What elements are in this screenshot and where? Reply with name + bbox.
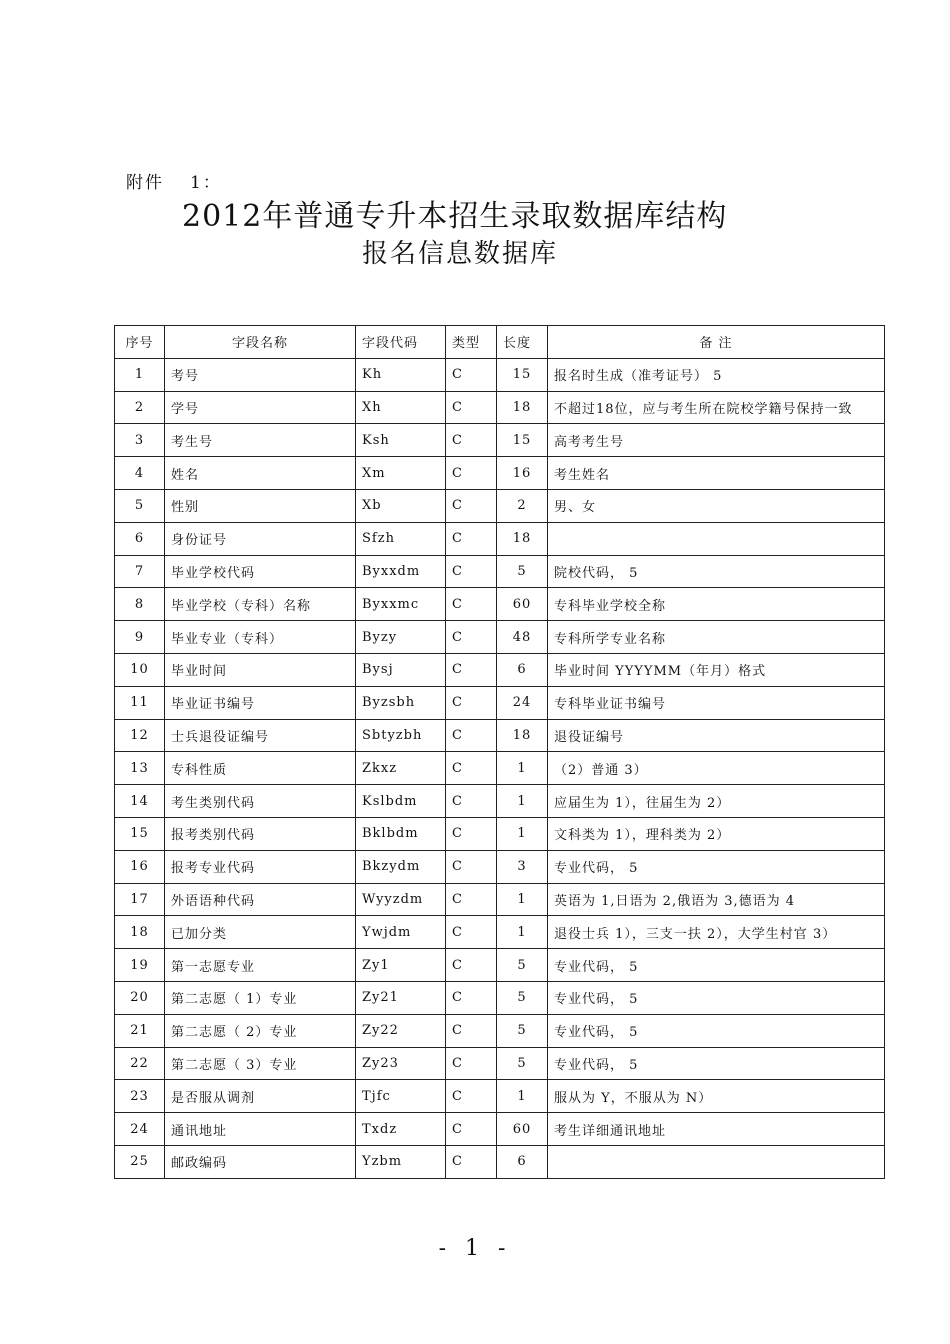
field-length-cell: 5 bbox=[497, 555, 548, 588]
header-cell: 类型 bbox=[446, 326, 497, 359]
field-code-cell: Xm bbox=[356, 457, 446, 490]
field-type-cell: C bbox=[446, 752, 497, 785]
field-name-cell: 第二志愿（ 3）专业 bbox=[165, 1047, 356, 1080]
remark-cell: 毕业时间 YYYYMM（年月）格式 bbox=[548, 653, 885, 686]
remark-cell: 专业代码， 5 bbox=[548, 1014, 885, 1047]
field-name-cell: 专科性质 bbox=[165, 752, 356, 785]
field-name-cell: 考生类别代码 bbox=[165, 785, 356, 818]
field-length-cell: 1 bbox=[497, 883, 548, 916]
header-cell: 字段名称 bbox=[165, 326, 356, 359]
remark-cell: 专业代码， 5 bbox=[548, 1047, 885, 1080]
field-type-cell: C bbox=[446, 719, 497, 752]
remark-cell: 专业代码， 5 bbox=[548, 981, 885, 1014]
table-row bbox=[115, 358, 885, 391]
field-type-cell: C bbox=[446, 1145, 497, 1178]
field-code-cell: Ywjdm bbox=[356, 916, 446, 949]
field-code-cell: Zy23 bbox=[356, 1047, 446, 1080]
remark-cell: 文科类为 1），理科类为 2） bbox=[548, 817, 885, 850]
field-length-cell: 18 bbox=[497, 719, 548, 752]
row-index-cell: 8 bbox=[115, 588, 165, 621]
field-length-cell: 1 bbox=[497, 752, 548, 785]
field-name-cell: 通讯地址 bbox=[165, 1113, 356, 1146]
remark-cell: 英语为 1,日语为 2,俄语为 3,德语为 4 bbox=[548, 883, 885, 916]
field-name-cell: 第二志愿（ 2）专业 bbox=[165, 1014, 356, 1047]
row-index-cell: 10 bbox=[115, 653, 165, 686]
header-cell: 序号 bbox=[115, 326, 165, 359]
attachment-label bbox=[126, 168, 222, 193]
row-index-cell: 22 bbox=[115, 1047, 165, 1080]
field-type-cell: C bbox=[446, 817, 497, 850]
remark-cell: 高考考生号 bbox=[548, 424, 885, 457]
field-name-cell: 报考专业代码 bbox=[165, 850, 356, 883]
field-type-cell: C bbox=[446, 424, 497, 457]
row-index-cell: 15 bbox=[115, 817, 165, 850]
field-type-cell: C bbox=[446, 391, 497, 424]
remark-cell: 院校代码， 5 bbox=[548, 555, 885, 588]
field-code-cell: Tjfc bbox=[356, 1080, 446, 1113]
field-name-cell: 外语语种代码 bbox=[165, 883, 356, 916]
row-index-cell: 6 bbox=[115, 522, 165, 555]
row-index-cell: 4 bbox=[115, 457, 165, 490]
row-index-cell: 24 bbox=[115, 1113, 165, 1146]
attachment-word: 附件 bbox=[126, 173, 164, 193]
row-index-cell: 12 bbox=[115, 719, 165, 752]
remark-cell: 专业代码， 5 bbox=[548, 850, 885, 883]
table-row bbox=[115, 489, 885, 522]
table-row bbox=[115, 981, 885, 1014]
remark-cell: 应届生为 1），往届生为 2） bbox=[548, 785, 885, 818]
field-name-cell: 报考类别代码 bbox=[165, 817, 356, 850]
row-index-cell: 23 bbox=[115, 1080, 165, 1113]
remark-cell: 专业代码， 5 bbox=[548, 949, 885, 982]
field-type-cell: C bbox=[446, 883, 497, 916]
row-index-cell: 5 bbox=[115, 489, 165, 522]
field-type-cell: C bbox=[446, 555, 497, 588]
field-code-cell: Zy21 bbox=[356, 981, 446, 1014]
table-row bbox=[115, 719, 885, 752]
field-code-cell: Bysj bbox=[356, 653, 446, 686]
field-length-cell: 18 bbox=[497, 391, 548, 424]
field-type-cell: C bbox=[446, 916, 497, 949]
table-row bbox=[115, 391, 885, 424]
field-name-cell: 毕业时间 bbox=[165, 653, 356, 686]
table-row bbox=[115, 1014, 885, 1047]
table-row bbox=[115, 785, 885, 818]
field-code-cell: Bklbdm bbox=[356, 817, 446, 850]
field-type-cell: C bbox=[446, 785, 497, 818]
table-row bbox=[115, 1047, 885, 1080]
field-type-cell: C bbox=[446, 588, 497, 621]
field-type-cell: C bbox=[446, 621, 497, 654]
field-code-cell: Byxxdm bbox=[356, 555, 446, 588]
field-name-cell: 考生号 bbox=[165, 424, 356, 457]
table-row bbox=[115, 457, 885, 490]
table-row bbox=[115, 522, 885, 555]
remark-cell: 退役证编号 bbox=[548, 719, 885, 752]
field-type-cell: C bbox=[446, 489, 497, 522]
field-length-cell: 1 bbox=[497, 916, 548, 949]
row-index-cell: 18 bbox=[115, 916, 165, 949]
field-type-cell: C bbox=[446, 522, 497, 555]
table-row bbox=[115, 621, 885, 654]
table-row bbox=[115, 949, 885, 982]
field-code-cell: Wyyzdm bbox=[356, 883, 446, 916]
remark-cell: 专科毕业证书编号 bbox=[548, 686, 885, 719]
field-type-cell: C bbox=[446, 1047, 497, 1080]
table-row bbox=[115, 555, 885, 588]
field-name-cell: 学号 bbox=[165, 391, 356, 424]
row-index-cell: 13 bbox=[115, 752, 165, 785]
remark-cell: 专科毕业学校全称 bbox=[548, 588, 885, 621]
field-structure-table bbox=[114, 325, 885, 1179]
field-code-cell: Xh bbox=[356, 391, 446, 424]
field-length-cell: 60 bbox=[497, 1113, 548, 1146]
document-subtitle: 报名信息数据库 bbox=[362, 239, 559, 269]
field-code-cell: Byxxmc bbox=[356, 588, 446, 621]
field-code-cell: Ksh bbox=[356, 424, 446, 457]
document-title: 2012年普通专升本招生录取数据库结构 bbox=[182, 199, 728, 234]
field-name-cell: 第一志愿专业 bbox=[165, 949, 356, 982]
table-row bbox=[115, 1113, 885, 1146]
field-code-cell: Zy1 bbox=[356, 949, 446, 982]
remark-cell: （2）普通 3） bbox=[548, 752, 885, 785]
header-cell: 长度 bbox=[497, 326, 548, 359]
field-code-cell: Yzbm bbox=[356, 1145, 446, 1178]
field-code-cell: Byzsbh bbox=[356, 686, 446, 719]
field-code-cell: Kslbdm bbox=[356, 785, 446, 818]
remark-cell: 男、女 bbox=[548, 489, 885, 522]
table-row bbox=[115, 916, 885, 949]
table-row bbox=[115, 653, 885, 686]
field-code-cell: Kh bbox=[356, 358, 446, 391]
field-code-cell: Byzy bbox=[356, 621, 446, 654]
field-length-cell: 5 bbox=[497, 1047, 548, 1080]
table-row bbox=[115, 752, 885, 785]
table-row bbox=[115, 1080, 885, 1113]
remark-cell: 考生姓名 bbox=[548, 457, 885, 490]
field-code-cell: Bkzydm bbox=[356, 850, 446, 883]
field-length-cell: 18 bbox=[497, 522, 548, 555]
remark-cell: 考生详细通讯地址 bbox=[548, 1113, 885, 1146]
remark-cell: 专科所学专业名称 bbox=[548, 621, 885, 654]
field-name-cell: 毕业证书编号 bbox=[165, 686, 356, 719]
field-type-cell: C bbox=[446, 1080, 497, 1113]
field-type-cell: C bbox=[446, 457, 497, 490]
field-length-cell: 16 bbox=[497, 457, 548, 490]
field-type-cell: C bbox=[446, 949, 497, 982]
table-row bbox=[115, 850, 885, 883]
row-index-cell: 16 bbox=[115, 850, 165, 883]
field-code-cell: Xb bbox=[356, 489, 446, 522]
field-name-cell: 第二志愿（ 1）专业 bbox=[165, 981, 356, 1014]
page-number: - 1 - bbox=[438, 1236, 512, 1261]
field-type-cell: C bbox=[446, 1113, 497, 1146]
field-name-cell: 毕业学校代码 bbox=[165, 555, 356, 588]
remark-cell bbox=[548, 1145, 885, 1178]
row-index-cell: 17 bbox=[115, 883, 165, 916]
row-index-cell: 14 bbox=[115, 785, 165, 818]
field-length-cell: 60 bbox=[497, 588, 548, 621]
field-length-cell: 2 bbox=[497, 489, 548, 522]
row-index-cell: 2 bbox=[115, 391, 165, 424]
header-cell: 字段代码 bbox=[356, 326, 446, 359]
table-row bbox=[115, 883, 885, 916]
table-row bbox=[115, 1145, 885, 1178]
remark-cell: 退役士兵 1），三支一扶 2），大学生村官 3） bbox=[548, 916, 885, 949]
field-name-cell: 性别 bbox=[165, 489, 356, 522]
table-row bbox=[115, 588, 885, 621]
row-index-cell: 9 bbox=[115, 621, 165, 654]
row-index-cell: 19 bbox=[115, 949, 165, 982]
field-type-cell: C bbox=[446, 850, 497, 883]
row-index-cell: 3 bbox=[115, 424, 165, 457]
field-length-cell: 1 bbox=[497, 785, 548, 818]
field-type-cell: C bbox=[446, 686, 497, 719]
row-index-cell: 1 bbox=[115, 358, 165, 391]
attachment-number: 1： bbox=[190, 173, 222, 193]
table-header-row bbox=[115, 326, 885, 359]
row-index-cell: 7 bbox=[115, 555, 165, 588]
field-name-cell: 是否服从调剂 bbox=[165, 1080, 356, 1113]
field-type-cell: C bbox=[446, 981, 497, 1014]
field-name-cell: 毕业专业（专科） bbox=[165, 621, 356, 654]
remark-cell bbox=[548, 522, 885, 555]
field-type-cell: C bbox=[446, 1014, 497, 1047]
field-code-cell: Sfzh bbox=[356, 522, 446, 555]
field-length-cell: 15 bbox=[497, 424, 548, 457]
remark-cell: 不超过18位，应与考生所在院校学籍号保持一致 bbox=[548, 391, 885, 424]
remark-cell: 报名时生成（准考证号） 5 bbox=[548, 358, 885, 391]
table-body bbox=[115, 358, 885, 1178]
field-length-cell: 1 bbox=[497, 1080, 548, 1113]
field-length-cell: 3 bbox=[497, 850, 548, 883]
row-index-cell: 11 bbox=[115, 686, 165, 719]
field-length-cell: 48 bbox=[497, 621, 548, 654]
table-row bbox=[115, 686, 885, 719]
header-cell: 备 注 bbox=[548, 326, 885, 359]
field-type-cell: C bbox=[446, 653, 497, 686]
table-row bbox=[115, 424, 885, 457]
field-code-cell: Zkxz bbox=[356, 752, 446, 785]
field-length-cell: 15 bbox=[497, 358, 548, 391]
field-length-cell: 6 bbox=[497, 1145, 548, 1178]
field-name-cell: 已加分类 bbox=[165, 916, 356, 949]
row-index-cell: 20 bbox=[115, 981, 165, 1014]
field-name-cell: 身份证号 bbox=[165, 522, 356, 555]
field-length-cell: 1 bbox=[497, 817, 548, 850]
field-name-cell: 毕业学校（专科）名称 bbox=[165, 588, 356, 621]
field-name-cell: 姓名 bbox=[165, 457, 356, 490]
field-code-cell: Txdz bbox=[356, 1113, 446, 1146]
field-code-cell: Sbtyzbh bbox=[356, 719, 446, 752]
field-length-cell: 5 bbox=[497, 949, 548, 982]
field-length-cell: 6 bbox=[497, 653, 548, 686]
field-length-cell: 5 bbox=[497, 981, 548, 1014]
field-name-cell: 考号 bbox=[165, 358, 356, 391]
field-code-cell: Zy22 bbox=[356, 1014, 446, 1047]
row-index-cell: 21 bbox=[115, 1014, 165, 1047]
table-row bbox=[115, 817, 885, 850]
field-type-cell: C bbox=[446, 358, 497, 391]
field-name-cell: 邮政编码 bbox=[165, 1145, 356, 1178]
remark-cell: 服从为 Y，不服从为 N） bbox=[548, 1080, 885, 1113]
row-index-cell: 25 bbox=[115, 1145, 165, 1178]
field-length-cell: 24 bbox=[497, 686, 548, 719]
field-length-cell: 5 bbox=[497, 1014, 548, 1047]
field-name-cell: 士兵退役证编号 bbox=[165, 719, 356, 752]
